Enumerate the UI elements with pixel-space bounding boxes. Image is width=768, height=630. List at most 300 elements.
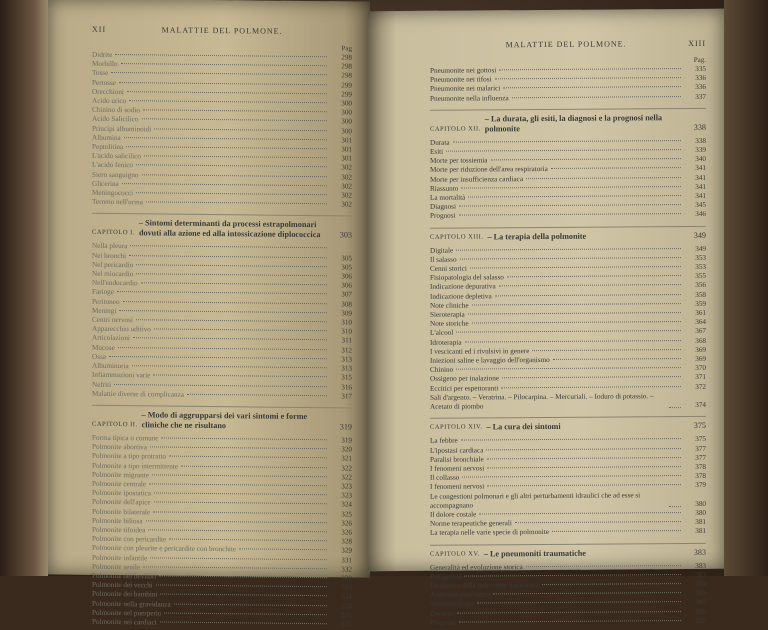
toc-entry-title: Polmonite migrante	[92, 470, 149, 480]
chapter-page: 303	[330, 231, 352, 241]
toc-entry-page: 371	[684, 373, 706, 382]
toc-entry-title: Riassunto	[430, 184, 458, 193]
toc-entry-page: 298	[330, 62, 352, 71]
dot-leader	[542, 583, 681, 585]
toc-entry-title: Morbillo	[92, 60, 118, 69]
chapter-page: 375	[684, 421, 706, 431]
dot-leader	[526, 565, 681, 567]
toc-entry-title: Anatomia patologica	[430, 591, 490, 601]
toc-entry-page: 332	[330, 574, 352, 583]
dot-leader	[164, 612, 327, 615]
dot-leader	[181, 465, 327, 468]
toc-entry-page: 386	[684, 607, 706, 616]
toc-entry-title: Albuminuria	[92, 362, 129, 372]
toc-entry-page: 307	[330, 291, 352, 300]
toc-entry-title: Indicazione depletiva	[430, 292, 492, 302]
toc-entry-page: 380	[684, 509, 706, 518]
toc-entry-title: Pneumonite nei gottosi	[430, 66, 496, 76]
toc-entry-page: 332	[330, 565, 352, 574]
toc-entry-page: 379	[684, 481, 706, 490]
toc-entry-page: 369	[684, 346, 706, 355]
chapter-page: 383	[684, 547, 706, 557]
dot-leader	[160, 594, 327, 597]
toc-entry-page: 335	[684, 65, 706, 74]
toc-entry-page: 301	[330, 136, 352, 145]
toc-entry-title: Polmonite tifoidea	[92, 526, 145, 536]
toc-entry-title: Polmonite centrale	[92, 480, 146, 490]
toc-entry-title: Paralisi bronchiale	[430, 455, 484, 465]
toc-entry-page: 313	[330, 364, 352, 373]
toc-entry-title: Didrite	[92, 51, 112, 60]
chapter-title: – Modo di aggrupparsi dei vari sintomi e forme cliniche che ne risultano	[142, 410, 330, 432]
toc-entry-page: 300	[330, 99, 352, 108]
toc-entry-page: 298	[330, 72, 352, 81]
toc-entry-title: Tosse	[92, 69, 108, 78]
toc-entry-page: 336	[684, 83, 706, 92]
right-running-head	[430, 39, 706, 50]
toc-entry-title: Ossa	[92, 353, 106, 362]
dot-leader	[142, 119, 327, 122]
dot-leader	[152, 474, 327, 477]
toc-entry-title: Principi albuminoidi	[92, 124, 151, 134]
toc-entry-title: Polmonite senile	[92, 563, 140, 573]
dot-leader	[456, 367, 681, 370]
toc-entry-title: Infiammazioni varie	[92, 371, 150, 381]
toc-entry-page: 378	[684, 463, 706, 472]
toc-entry	[92, 389, 352, 401]
chapter-label: CAPITOLO XIII.	[430, 232, 483, 242]
toc-entry-page: 328	[330, 537, 352, 546]
toc-entry-page: 301	[330, 145, 352, 154]
toc-entry-title: Note cliniche	[430, 301, 469, 310]
dot-leader	[160, 621, 327, 624]
book-spine-left	[0, 0, 48, 576]
toc-entry-title: Malattie diverse di complicanza	[92, 389, 184, 399]
dot-leader	[121, 63, 327, 66]
right-chapter-13-list	[430, 245, 706, 413]
toc-entry-page: 384	[684, 580, 706, 589]
toc-entry-page: 306	[330, 272, 352, 281]
toc-entry	[430, 617, 706, 628]
toc-entry-title: Note storiche	[430, 320, 469, 329]
toc-entry-page: 339	[684, 146, 706, 155]
dot-leader	[115, 54, 327, 57]
dot-leader	[457, 611, 681, 614]
toc-entry-page: 353	[684, 263, 706, 272]
toc-entry-page: 341	[684, 183, 706, 192]
toc-entry	[430, 392, 706, 412]
chapter-page: 349	[684, 231, 706, 241]
toc-entry	[430, 490, 706, 510]
toc-entry-page: 385	[684, 589, 706, 598]
toc-entry-page: 383	[684, 561, 706, 570]
toc-entry-page: 378	[684, 472, 706, 481]
toc-entry-title: Sintomatologia	[430, 600, 474, 610]
dot-leader	[465, 340, 681, 343]
toc-entry-page: 316	[330, 383, 352, 392]
toc-entry-page: 298	[330, 53, 352, 62]
toc-entry-page: 359	[684, 300, 706, 309]
toc-entry-title: Polmonite a tipo protratto	[92, 452, 166, 462]
toc-entry-page: 335	[330, 620, 352, 629]
toc-entry-page: 319	[330, 436, 352, 445]
toc-entry-title: Fisiopatologia del salasso	[430, 274, 504, 284]
toc-entry-page: 381	[684, 518, 706, 527]
toc-entry-title: Sali d'argento. – Veratrina. – Pilocarpina. – Mercuriali. – Ioduro di potassio. – Acetato di piombo	[430, 392, 666, 412]
right-chapter-14	[430, 416, 706, 433]
right-chapter-15-list	[430, 561, 706, 627]
toc-entry-page: 386	[684, 617, 706, 626]
right-chapter-12-list	[430, 137, 706, 222]
dot-leader	[154, 493, 327, 496]
left-page	[48, 0, 370, 578]
toc-entry-title: Meningococci	[92, 189, 133, 199]
toc-entry-title: Albumina	[92, 134, 121, 144]
dot-leader	[143, 566, 327, 569]
toc-entry-title: Indicazione depurativa	[430, 283, 496, 293]
toc-entry-title: Polmonite biliosa	[92, 517, 143, 527]
dot-leader	[153, 511, 327, 514]
right-chapter-14-list	[430, 435, 706, 538]
toc-entry-page: 335	[330, 611, 352, 620]
chapter-label: CAPITOLO XV.	[430, 549, 480, 559]
dot-leader	[495, 294, 681, 296]
left-chapter-2-list	[92, 434, 352, 630]
toc-entry-title: Decorso	[430, 609, 454, 618]
toc-entry-page: 309	[330, 309, 352, 318]
toc-entry-page: 322	[330, 473, 352, 482]
toc-entry-title: Il dolore costale	[430, 510, 476, 520]
toc-entry-title: Polmonite nella gravidanza	[92, 599, 171, 609]
dot-leader	[136, 264, 327, 267]
dot-leader	[487, 484, 681, 486]
toc-entry-page: 341	[684, 174, 706, 183]
right-chapter-13	[430, 226, 706, 243]
toc-entry-page: 310	[330, 328, 352, 337]
dot-leader	[507, 275, 681, 277]
toc-entry-title: Polmonite infantile	[92, 553, 147, 563]
toc-entry-page: 323	[330, 482, 352, 491]
toc-entry-title: Pertosse	[92, 78, 116, 87]
toc-entry-title: Centri nervosi	[92, 316, 133, 326]
right-running-title: MALATTIE DEL POLMONE.	[444, 39, 688, 50]
toc-entry-title: Idroterapia	[430, 338, 462, 347]
toc-entry-title: Eccitici per espettoranti	[430, 384, 498, 394]
dot-leader	[153, 375, 327, 378]
toc-entry-title: Polmonite a tipo intermittente	[92, 461, 178, 471]
toc-entry-title: Durata	[430, 138, 450, 147]
toc-entry-page: 337	[684, 92, 706, 101]
dot-leader	[470, 266, 681, 268]
dot-leader	[187, 393, 327, 395]
dot-leader	[501, 386, 681, 388]
dot-leader	[462, 475, 681, 478]
dot-leader	[487, 457, 681, 459]
dot-leader	[174, 603, 327, 606]
toc-entry-title: I vescicanti ed i rivulsivi in genere	[430, 347, 529, 357]
dot-leader	[460, 257, 681, 260]
toc-entry-page: 353	[684, 254, 706, 263]
toc-entry-title: Chinino	[430, 366, 453, 375]
left-pag-label: Pag	[92, 42, 352, 53]
toc-entry-title: Polmonite dei vecchi	[92, 581, 153, 591]
toc-entry-title: Morte per insufficienza cardiaca	[430, 175, 523, 185]
toc-entry-title: Prognosi	[430, 212, 456, 221]
toc-entry-page: 380	[684, 500, 706, 509]
dot-leader	[117, 292, 327, 295]
toc-entry-title: Acido Salicilico	[92, 115, 139, 125]
toc-entry-page: 310	[330, 318, 352, 327]
toc-entry-title: Pneumonite nella influenza	[430, 94, 509, 104]
dot-leader	[472, 321, 681, 323]
dot-leader	[119, 310, 327, 313]
toc-entry-title: Mucose	[92, 343, 115, 352]
dot-leader	[239, 549, 327, 551]
toc-entry-page: 305	[330, 263, 352, 272]
dot-leader	[141, 283, 327, 286]
chapter-title: – Sintomi determinanti da processi estrapolmonari dovuti alla azione ed alla intossicazione diplococcica	[139, 219, 330, 241]
toc-entry-title: Il collasso	[430, 474, 459, 483]
dot-leader	[136, 192, 327, 195]
toc-entry-title: Peritoneo	[92, 297, 120, 306]
toc-entry-title: Polmonite nei cardiaci	[92, 618, 157, 628]
left-running-head	[92, 25, 352, 37]
toc-entry-page: 369	[684, 355, 706, 364]
dot-leader	[129, 100, 327, 103]
dot-leader	[477, 601, 681, 603]
toc-entry-page: 302	[330, 173, 352, 182]
dot-leader	[459, 204, 681, 207]
toc-entry-title: Nell'endocardio	[92, 279, 138, 289]
dot-leader	[551, 167, 681, 169]
toc-entry-page: 364	[684, 318, 706, 327]
toc-entry-page: 385	[684, 598, 706, 607]
toc-entry-page: 346	[684, 210, 706, 219]
dot-leader	[156, 585, 327, 588]
toc-entry-title: Sieroterapia	[430, 311, 465, 320]
toc-entry-page: 325	[330, 510, 352, 519]
toc-entry-title: Cenni storici	[430, 265, 467, 274]
toc-entry-title: Polmonite bilaterale	[92, 507, 150, 517]
toc-entry-title: Pneumonite nei tifosi	[430, 76, 492, 86]
dot-leader	[495, 77, 682, 79]
dot-leader	[491, 158, 682, 160]
toc-entry-page: 317	[330, 392, 352, 401]
left-running-title: MALATTIE DEL POLMONE.	[106, 25, 338, 36]
toc-entry-title: La febbre	[430, 437, 458, 446]
dot-leader	[146, 520, 327, 523]
dot-leader	[456, 331, 681, 334]
toc-entry-title: Norme terapeutiche generali	[430, 519, 512, 529]
dot-leader	[136, 273, 327, 276]
toc-entry-page: 334	[330, 602, 352, 611]
toc-entry-page: 322	[330, 464, 352, 473]
dot-leader	[133, 338, 327, 341]
dot-leader	[487, 466, 681, 468]
dot-leader	[169, 456, 327, 459]
toc-entry	[92, 198, 352, 210]
toc-entry-page: 331	[330, 556, 352, 565]
toc-entry-title: Nel miocardio	[92, 270, 133, 280]
dot-leader	[144, 156, 327, 159]
dot-leader	[459, 620, 681, 623]
dot-leader	[136, 319, 327, 322]
toc-entry	[430, 210, 706, 221]
dot-leader	[515, 521, 681, 523]
dot-leader	[512, 96, 681, 98]
toc-entry-title: Polmonite dei bambini	[92, 590, 157, 600]
dot-leader	[553, 358, 681, 360]
toc-entry-page: 377	[684, 454, 706, 463]
dot-leader	[122, 183, 327, 186]
dot-leader	[149, 483, 327, 486]
toc-entry-page: 311	[330, 337, 352, 346]
toc-entry-page: 312	[330, 346, 352, 355]
dot-leader	[493, 592, 681, 594]
toc-entry-title: L'ipostasi cardiaca	[430, 446, 483, 456]
toc-entry-title: Patogenesi	[430, 572, 461, 581]
right-page	[368, 9, 724, 571]
toc-entry-title: Il salasso	[430, 255, 457, 264]
chapter-page: 319	[330, 422, 352, 432]
dot-leader	[456, 248, 681, 251]
toc-entry-page: 340	[684, 155, 706, 164]
toc-entry-page: 349	[684, 245, 706, 254]
toc-entry-page: 336	[684, 74, 706, 83]
toc-entry-title: Apparecchio uditivo	[92, 325, 151, 335]
toc-entry-title: Polmonite abortiva	[92, 443, 147, 453]
chapter-label: CAPITOLO XII.	[430, 124, 481, 134]
dot-leader	[479, 512, 681, 514]
toc-entry-page: 355	[684, 272, 706, 281]
toc-entry-title: Meningi	[92, 307, 116, 316]
toc-entry-page: 301	[330, 155, 352, 164]
toc-entry-title: Nei bronchi	[92, 251, 126, 261]
toc-entry-title: L'alcool	[430, 329, 453, 338]
toc-entry-page: 313	[330, 355, 352, 364]
dot-leader	[486, 448, 681, 450]
dot-leader	[127, 91, 327, 94]
toc-entry-title: Generalità ed evoluzione storica	[430, 563, 523, 573]
toc-entry-title: Nel pericardio	[92, 261, 133, 271]
dot-leader	[124, 137, 327, 140]
dot-leader	[453, 140, 681, 143]
toc-entry-page: 367	[684, 327, 706, 336]
toc-entry-page: 300	[330, 118, 352, 127]
toc-entry-page: 345	[684, 201, 706, 210]
dot-leader	[669, 506, 681, 507]
toc-entry-title: Faringe	[92, 288, 114, 297]
toc-entry-page: 302	[330, 201, 352, 210]
toc-entry-page: 341	[684, 192, 706, 201]
dot-leader	[126, 146, 327, 149]
toc-entry-title: Chinino di sodio	[92, 106, 140, 116]
dot-leader	[161, 437, 327, 440]
toc-entry-title: Polmonite nel puerperio	[92, 609, 161, 619]
toc-entry-page: 333	[330, 583, 352, 592]
dot-leader	[114, 384, 327, 387]
toc-entry-title: La terapia nelle varie specie di polmonite	[430, 528, 549, 538]
toc-entry-title: Esiti	[430, 148, 443, 157]
dot-leader	[154, 128, 327, 131]
toc-entry-title: Polmonite dei bevitori	[92, 572, 156, 582]
toc-entry-page: 368	[684, 337, 706, 346]
dot-leader	[142, 174, 327, 177]
right-chapter-12	[430, 108, 706, 135]
toc-entry-title: Prognosi	[430, 618, 456, 627]
dot-leader	[499, 68, 681, 70]
right-pag-label: Pag.	[430, 56, 706, 66]
left-chapter-1-list	[92, 242, 352, 401]
dot-leader	[459, 213, 681, 216]
dot-leader	[499, 285, 681, 287]
dot-leader	[123, 301, 327, 304]
right-page-number: XIII	[688, 39, 706, 48]
toc-entry-title: Peptolitina	[92, 143, 123, 153]
toc-entry-page: 308	[330, 300, 352, 309]
left-top-list	[92, 51, 352, 210]
toc-entry-title: Polmonite con pleurite e pericardite con bronchite	[92, 544, 236, 555]
toc-entry-page: 302	[330, 164, 352, 173]
toc-entry	[430, 527, 706, 538]
toc-entry-page: 302	[330, 182, 352, 191]
dot-leader	[148, 529, 327, 532]
toc-entry-title: Siero sanguigno	[92, 170, 139, 180]
toc-entry-page: 375	[684, 435, 706, 444]
toc-entry-title: Pneumonite nei malarici	[430, 85, 500, 95]
toc-entry-title: Polmonite dell'apice	[92, 498, 151, 508]
dot-leader	[129, 255, 327, 258]
toc-entry-title: I fenomeni nervosi	[430, 483, 484, 493]
toc-entry	[92, 618, 352, 630]
dot-leader	[468, 312, 681, 314]
toc-entry-page: 305	[330, 254, 352, 263]
toc-entry-page: 381	[684, 527, 706, 536]
dot-leader	[552, 530, 681, 532]
right-chapter-15	[430, 542, 706, 559]
left-chapter-2	[92, 405, 352, 433]
dot-leader	[136, 165, 327, 168]
dot-leader	[446, 149, 681, 152]
dot-leader	[146, 202, 327, 205]
toc-entry-title: Le congestioni polmonari e gli altri perturbamenti idraulici che ad esse si accompagnano	[430, 491, 666, 511]
toc-entry-page: 338	[684, 137, 706, 146]
dot-leader	[502, 377, 681, 379]
toc-entry-title: Glicerina	[92, 180, 119, 189]
toc-entry-title: Digitale	[430, 246, 453, 255]
dot-leader	[119, 82, 327, 85]
chapter-label: CAPITOLO I.	[92, 228, 135, 238]
chapter-label: CAPITOLO XIV.	[430, 423, 483, 433]
toc-entry-page: 324	[330, 501, 352, 510]
toc-entry-title: I fenomeni nervosi	[430, 464, 484, 474]
toc-entry-title: Polmonite ipostatica	[92, 489, 151, 499]
dot-leader	[111, 72, 327, 75]
dot-leader	[169, 539, 327, 542]
toc-entry-page: 334	[330, 593, 352, 602]
toc-entry-page: 320	[330, 445, 352, 454]
toc-entry-title: Articolazioni	[92, 334, 130, 344]
toc-entry-title: Forma tipica o comune	[92, 434, 158, 444]
dot-leader	[154, 329, 327, 332]
toc-entry-page: 299	[330, 90, 352, 99]
toc-entry-title: L'acido salicilico	[92, 152, 141, 162]
toc-entry-title: Diagnosi	[430, 203, 456, 212]
book-edge-right	[724, 0, 768, 576]
toc-entry-title: Terreno nell'urina	[92, 198, 143, 208]
dot-leader	[143, 110, 327, 113]
toc-entry-title: Nefriti	[92, 380, 111, 389]
